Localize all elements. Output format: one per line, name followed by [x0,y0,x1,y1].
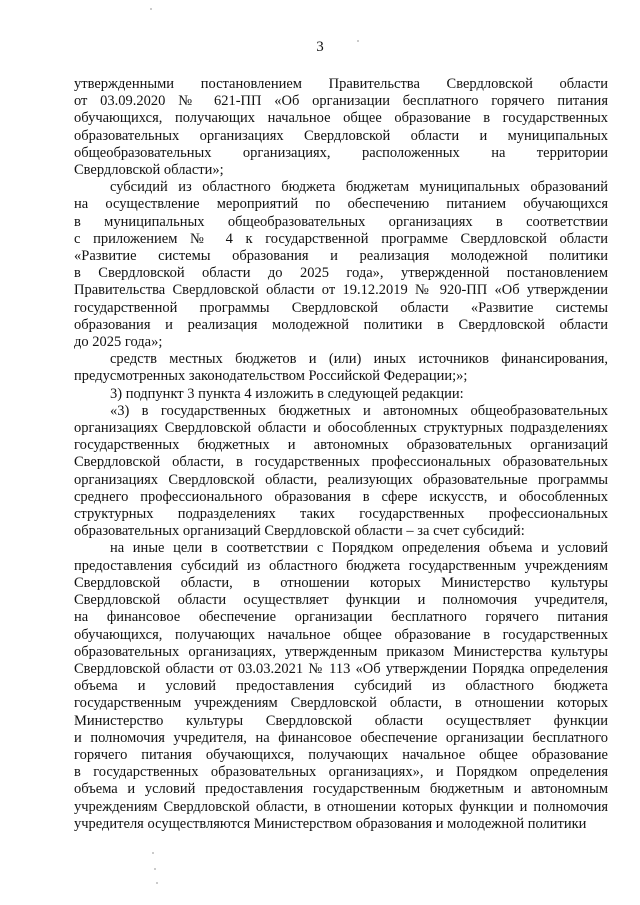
text-line: Свердловской области осуществляет функции и полномочия учредителя, [74,592,608,609]
text-line: государственным учреждениям Свердловской области, в отношении которых [74,695,608,712]
text-line: в муниципальных общеобразовательных организациях в соответствии [74,213,608,230]
text-line: в государственных образовательных организациях», и Порядком определения [74,764,608,781]
paragraph-p5 [74,403,608,541]
document-body [74,76,608,833]
text-line: Свердловской области от 03.03.2021 № 113 «Об утверждении Порядка определения [74,660,608,677]
text-line: общеобразовательных организациях, расположенных на территории [74,144,608,161]
text-line: Свердловской области, в отношении которых Министерство культуры [74,574,608,591]
text-line: до 2025 года»; [74,334,163,351]
paragraph-p3 [74,351,608,385]
text-line: Свердловской области, в государственных профессиональных образовательных [74,454,608,471]
text-line: от 03.09.2020 № 621-ПП «Об организации бесплатного горячего питания [74,93,608,110]
text-line: в Свердловской области до 2025 года», утвержденной постановлением [74,265,608,282]
scan-speck [357,40,359,42]
text-line: образовательных организаций Свердловской области – за счет субсидий: [74,523,525,540]
paragraph-p6 [74,540,608,832]
paragraph-p1 [74,76,608,179]
text-line: объема и условий предоставления субсидий из областного бюджета [74,678,608,695]
text-line: 3) подпункт 3 пункта 4 изложить в следующей редакции: [110,385,464,402]
paragraph-p4 [74,386,608,403]
scan-speck [152,852,154,854]
text-line: объема и условий предоставления государственным бюджетным и автономным [74,781,608,798]
text-line: образования и реализация молодежной политики в Свердловской области [74,316,608,333]
text-line: организациях Свердловской области и обособленных структурных подразделениях [74,420,608,437]
text-line: образовательных организациях Свердловской области и муниципальных [74,127,608,144]
text-line: учредителя осуществляются Министерством образования и молодежной политики [74,815,587,832]
page-number: 3 [316,39,324,55]
text-line: «Развитие системы образования и реализация молодежной политики [74,248,608,265]
paragraph-p2 [74,179,608,351]
text-line: субсидий из областного бюджета бюджетам муниципальных образований [110,179,608,196]
text-line: на осуществление мероприятий по обеспечению питанием обучающихся [74,196,608,213]
text-line: Правительства Свердловской области от 19.12.2019 № 920-ПП «Об утверждении [74,282,608,299]
scan-speck [156,882,158,884]
text-line: предоставления субсидий из областного бюджета государственным учреждениям [74,557,608,574]
text-line: среднего профессионального образования в сфере искусств, и обособленных [74,488,608,505]
text-line: Свердловской области»; [74,162,224,179]
text-line: «3) в государственных бюджетных и автономных общеобразовательных [110,402,608,419]
text-line: горячего питания обучающихся, получающих начальное общее образование [74,746,608,763]
text-line: утвержденными постановлением Правительства Свердловской области [74,76,608,92]
text-line: обучающихся, получающих начальное общее образование в государственных [74,110,608,127]
text-line: организациях Свердловской области, реализующих образовательные программы [74,471,608,488]
text-line: государственных бюджетных и автономных образовательных организаций [74,437,608,454]
text-line: и полномочия учредителя, на финансовое обеспечение организации бесплатного [74,729,608,746]
text-line: Министерство культуры Свердловской области осуществляет функции [74,712,608,729]
text-line: с приложением № 4 к государственной программе Свердловской области [74,230,608,247]
scan-speck [150,8,152,10]
text-line: на иные цели в соответствии с Порядком определения объема и условий [110,540,608,557]
scan-speck [154,868,156,870]
text-line: обучающихся, получающих начальное общее образование в государственных [74,626,608,643]
text-line: предусмотренных законодательством Российской Федерации;»; [74,368,468,385]
text-line: учреждениям Свердловской области, в отношении которых функции и полномочия [74,798,608,815]
text-line: структурных подразделениях таких государственных профессиональных [74,506,608,523]
text-line: средств местных бюджетов и (или) иных источников финансирования, [110,351,608,368]
text-line: государственной программы Свердловской области «Развитие системы [74,299,608,316]
text-line: на финансовое обеспечение организации бесплатного горячего питания [74,609,608,626]
text-line: образовательных организациях, утвержденным приказом Министерства культуры [74,643,608,660]
